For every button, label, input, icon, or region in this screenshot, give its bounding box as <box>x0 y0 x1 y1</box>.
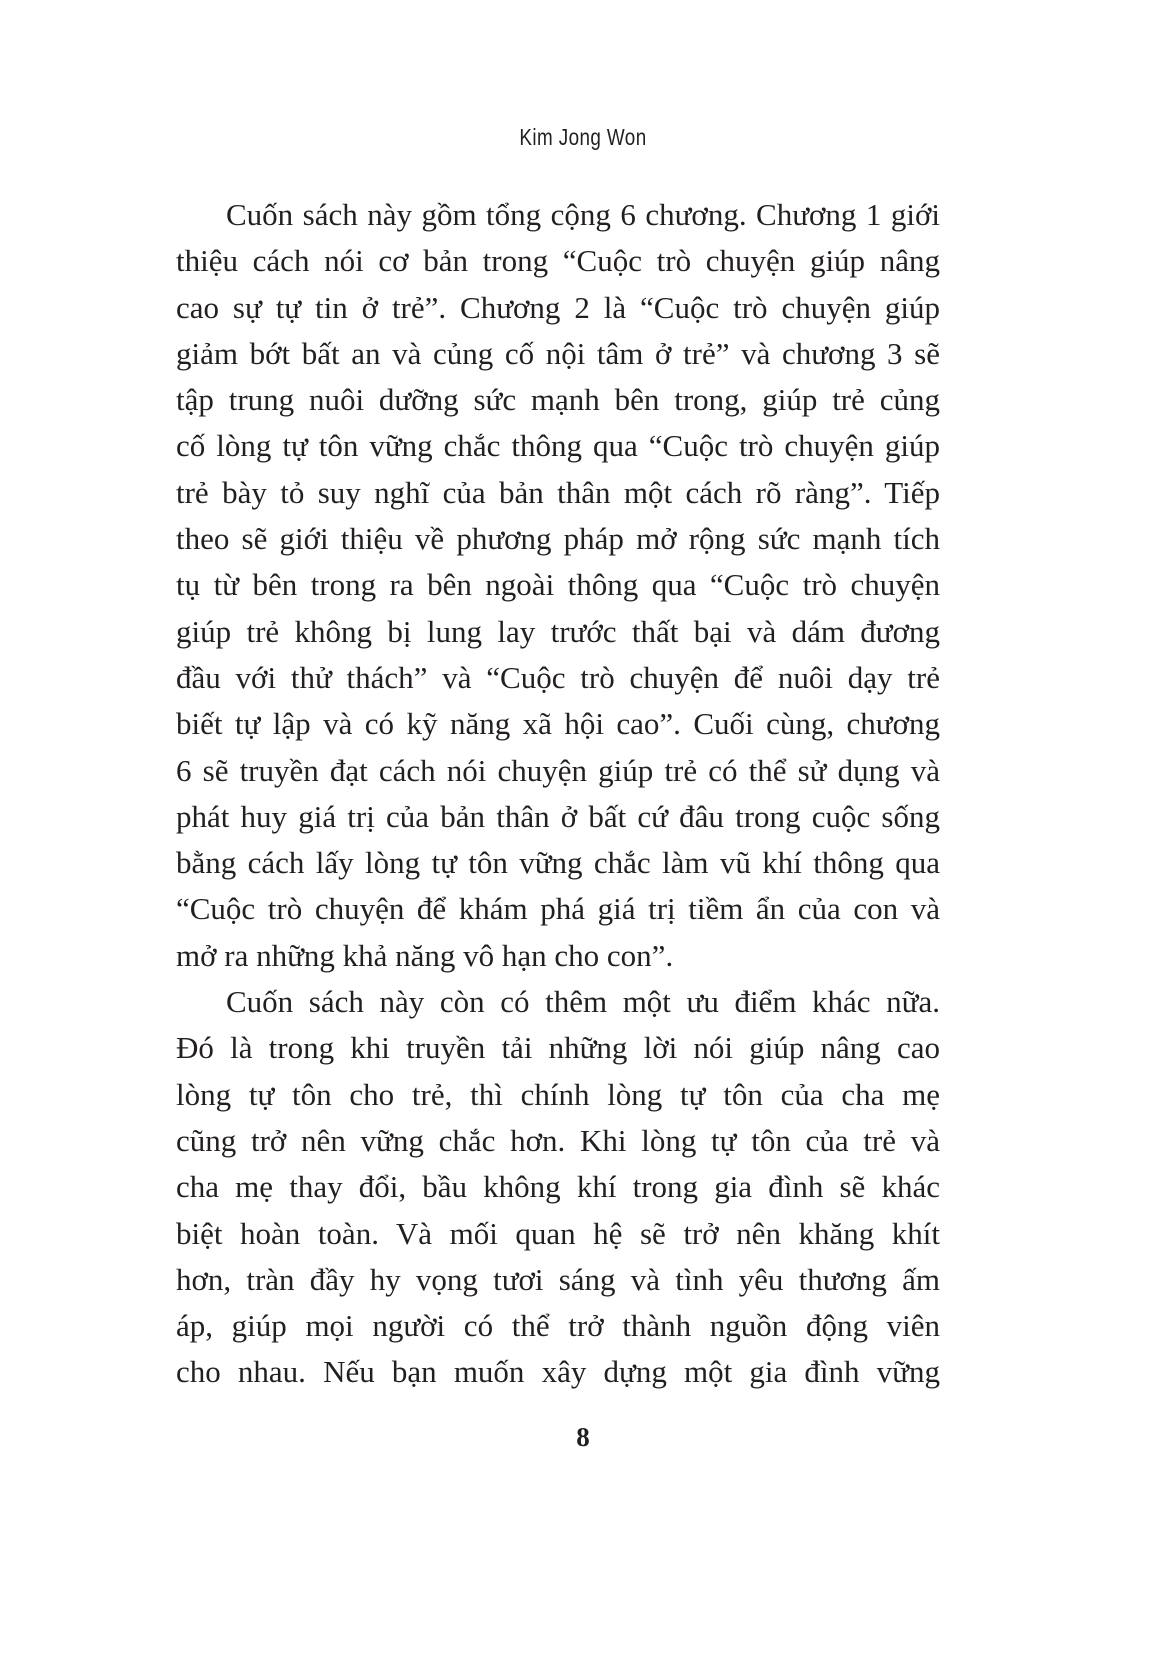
text-line: cố lòng tự tôn vững chắc thông qua “Cuộc trò chuyện giúp <box>176 428 940 464</box>
text-line: thiệu cách nói cơ bản trong “Cuộc trò chuyện giúp nâng <box>176 243 940 279</box>
text-line: đầu với thử thách” và “Cuộc trò chuyện để nuôi dạy trẻ <box>176 659 940 695</box>
text-line: tụ từ bên trong ra bên ngoài thông qua “Cuộc trò chuyện <box>176 567 940 603</box>
text-line: cho nhau. Nếu bạn muốn xây dựng một gia đình vững <box>176 1354 940 1390</box>
text-line: Đó là trong khi truyền tải những lời nói giúp nâng cao <box>176 1030 940 1066</box>
text-line: lòng tự tôn cho trẻ, thì chính lòng tự tôn của cha mẹ <box>176 1076 940 1112</box>
text-line: theo sẽ giới thiệu về phương pháp mở rộng sức mạnh tích <box>176 521 940 557</box>
text-line: cũng trở nên vững chắc hơn. Khi lòng tự tôn của trẻ và <box>176 1122 940 1158</box>
body-text <box>176 192 940 1396</box>
text-line: bằng cách lấy lòng tự tôn vững chắc làm vũ khí thông qua <box>176 845 940 881</box>
text-line: tập trung nuôi dưỡng sức mạnh bên trong, giúp trẻ củng <box>176 382 940 418</box>
text-line: biệt hoàn toàn. Và mối quan hệ sẽ trở nên khăng khít <box>176 1215 940 1251</box>
running-header-author: Kim Jong Won <box>519 124 647 150</box>
text-line: cao sự tự tin ở trẻ”. Chương 2 là “Cuộc trò chuyện giúp <box>176 289 940 325</box>
text-line: phát huy giá trị của bản thân ở bất cứ đâu trong cuộc sống <box>176 798 940 834</box>
text-line: giảm bớt bất an và củng cố nội tâm ở trẻ” và chương 3 sẽ <box>176 335 940 371</box>
text-line: trẻ bày tỏ suy nghĩ của bản thân một cách rõ ràng”. Tiếp <box>176 474 940 510</box>
text-line: biết tự lập và có kỹ năng xã hội cao”. Cuối cùng, chương <box>176 706 940 742</box>
text-line: hơn, tràn đầy hy vọng tươi sáng và tình yêu thương ấm <box>176 1261 940 1297</box>
text-line: cha mẹ thay đổi, bầu không khí trong gia đình sẽ khác <box>176 1169 940 1205</box>
text-line: “Cuộc trò chuyện để khám phá giá trị tiềm ẩn của con và <box>176 891 940 927</box>
text-line: 6 sẽ truyền đạt cách nói chuyện giúp trẻ có thể sử dụng và <box>176 752 940 788</box>
text-line: áp, giúp mọi người có thể trở thành nguồn động viên <box>176 1308 940 1344</box>
text-line: giúp trẻ không bị lung lay trước thất bại và dám đương <box>176 613 940 649</box>
text-line: mở ra những khả năng vô hạn cho con”. <box>176 937 674 973</box>
paragraph-1 <box>176 192 940 979</box>
text-line: Cuốn sách này gồm tổng cộng 6 chương. Chương 1 giới <box>226 197 940 232</box>
text-line: Cuốn sách này còn có thêm một ưu điểm khác nữa. <box>226 984 940 1020</box>
page-number: 8 <box>576 1422 590 1452</box>
paragraph-2 <box>176 979 940 1396</box>
